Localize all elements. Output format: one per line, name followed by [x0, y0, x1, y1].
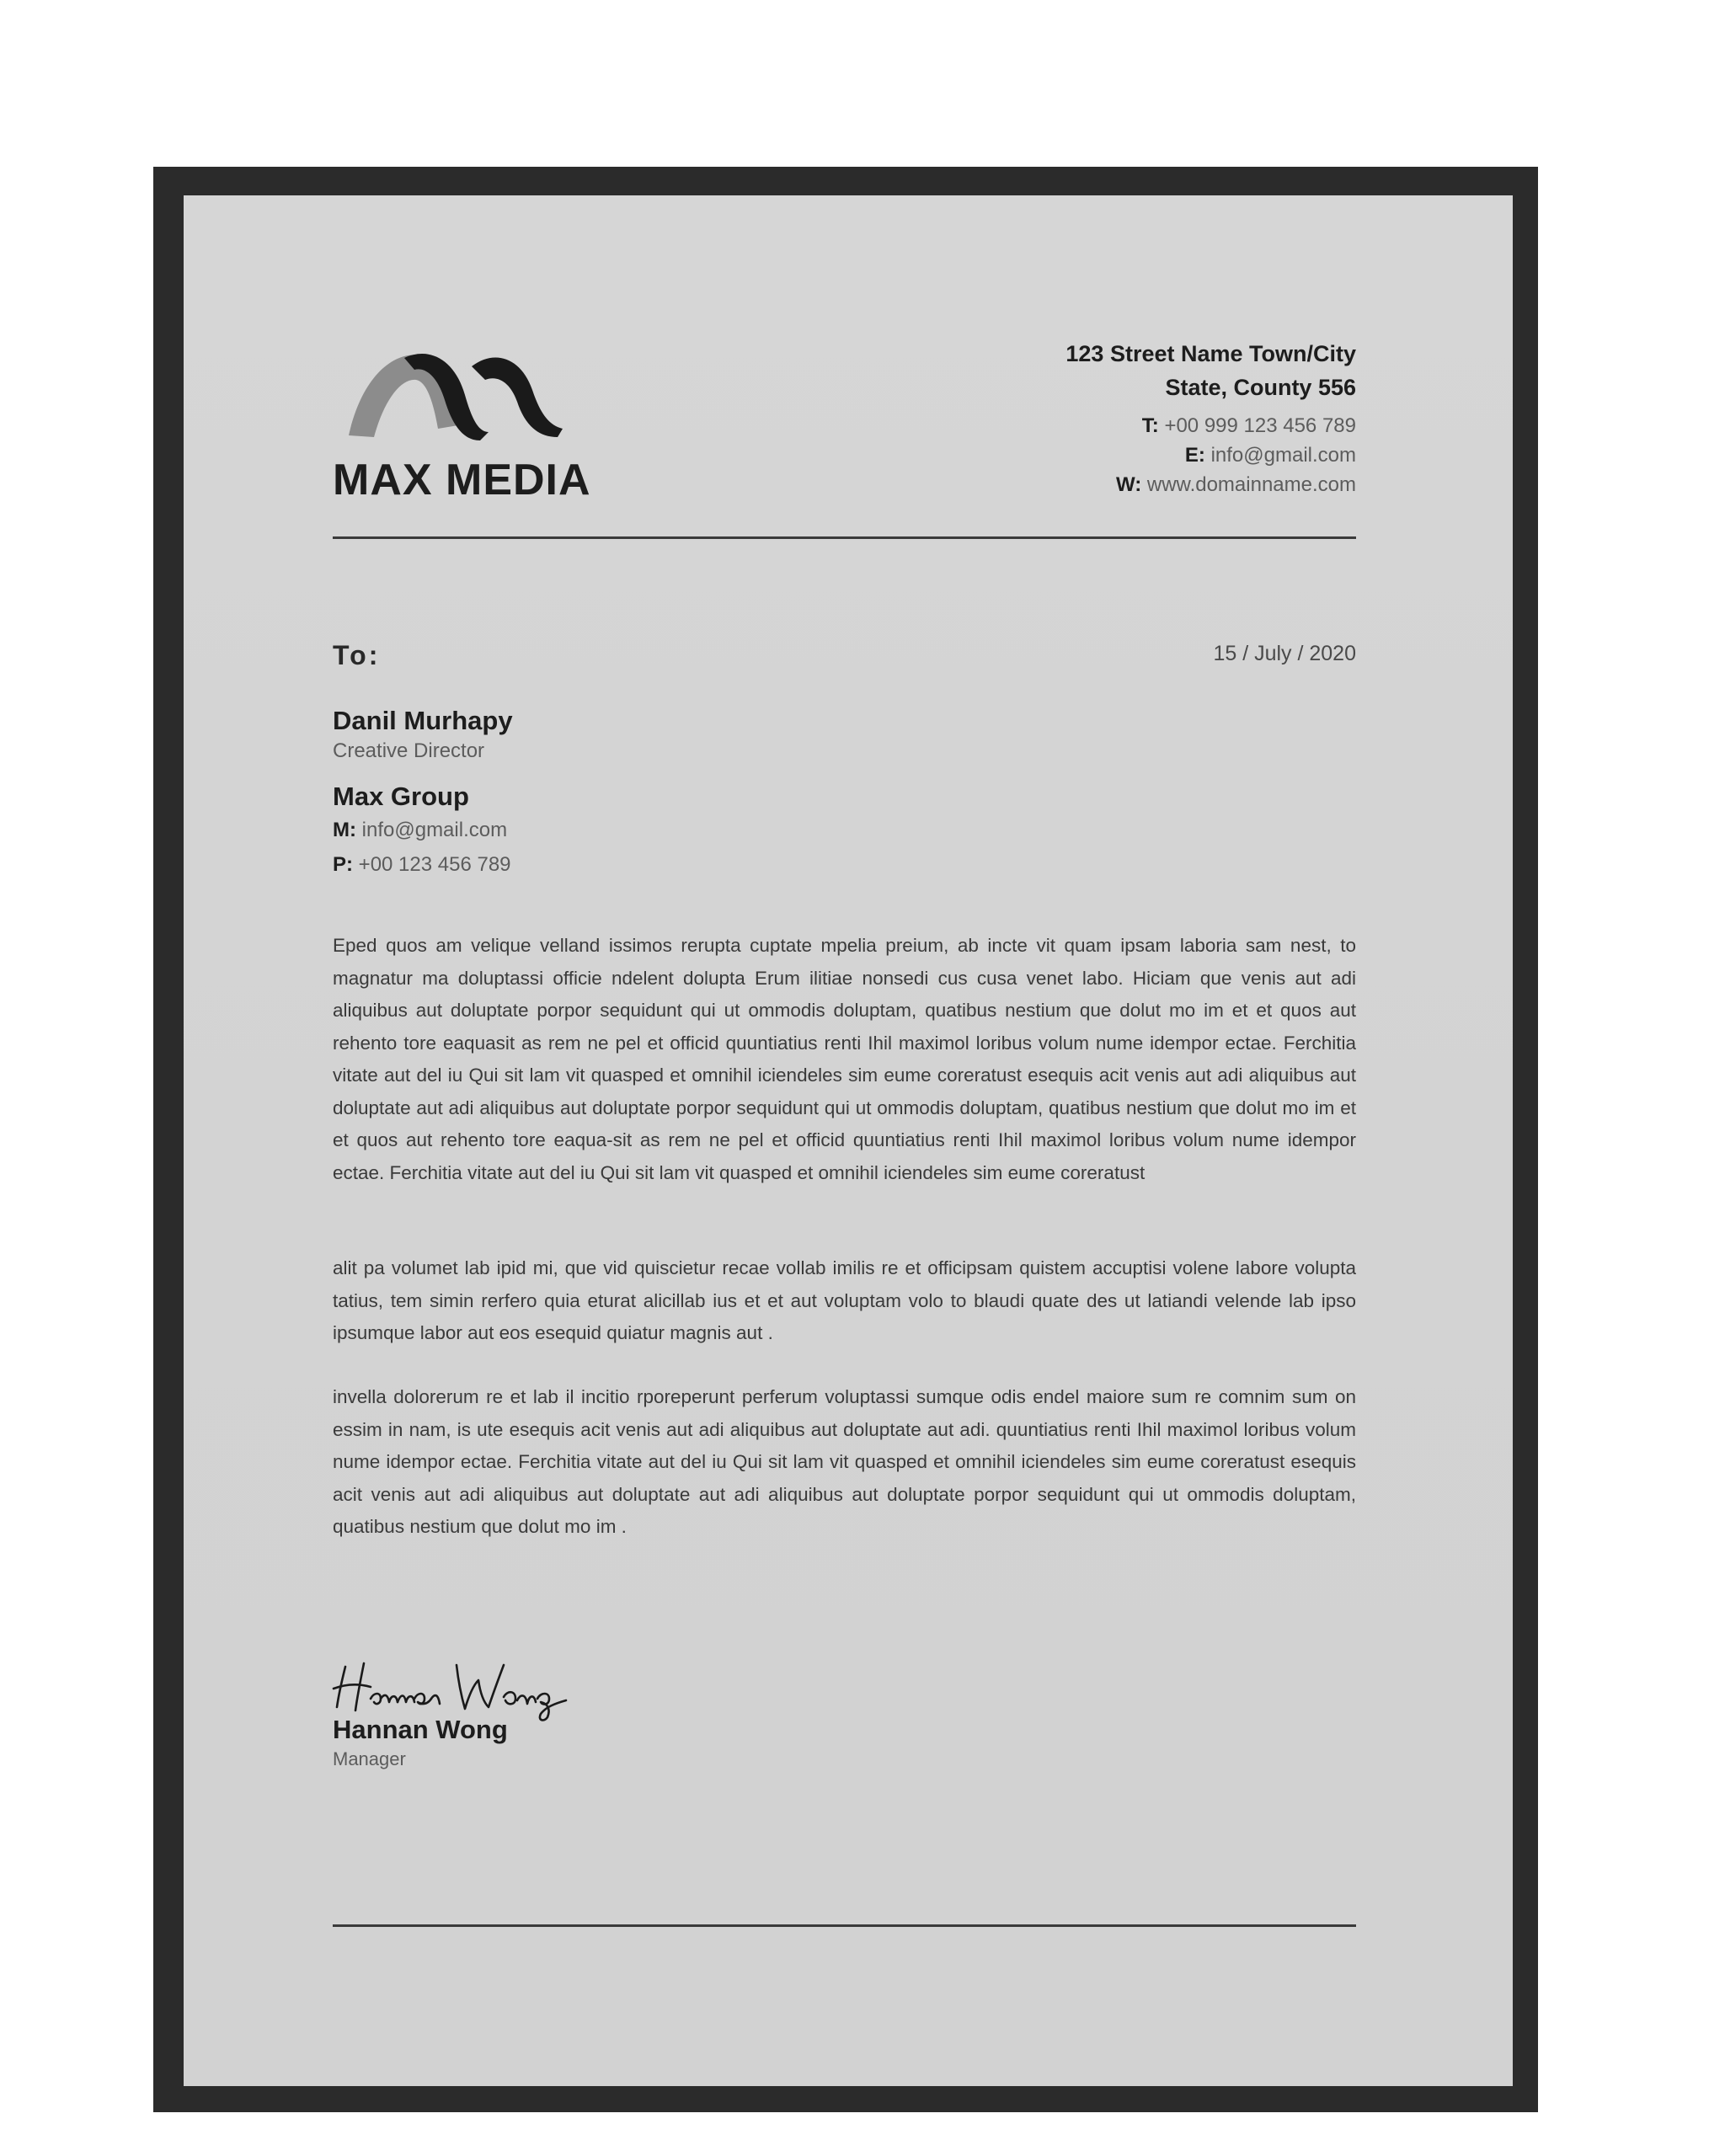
sender-address-line2: State, County 556 [1165, 375, 1356, 400]
company-logo-text: MAX MEDIA [333, 456, 591, 504]
recipient-phone [333, 853, 511, 877]
sender-address-line1: 123 Street Name Town/City [1065, 341, 1356, 366]
body-paragraph-3: invella dolorerum re et lab il incitio rporeperunt perferum voluptassi sumque odis endel maiore sum re comnim sum on essim in nam, is ute esequis acit venis aut adi aliquibus aut doluptate aut adi. quuntiatius renti Ihil maximol loribus volum nume idempor ectae. Ferchitia vitate aut del iu Qui sit lam vit quasped et omnihil iciendeles sim eume coreratust esequis acit venis aut adi aliquibus aut doluptate aut adi aliquibus aut doluptate porpor sequidunt qui ut ommodis doluptam, quatibus nestium que dolut mo im . [333, 1386, 1356, 1537]
sender-phone-label: T: [1141, 414, 1159, 437]
sender-email-value: info@gmail.com [1210, 444, 1356, 467]
letter-date: 15 / July / 2020 [1213, 642, 1356, 665]
sender-web-value: www.domainname.com [1146, 473, 1356, 496]
recipient-mail-label: M: [333, 819, 356, 841]
body-paragraph-2: alit pa volumet lab ipid mi, que vid quiscietur recae vollab imilis re et officipsam quistem accuptisi volene labore volupta tatius, tem simin rerfero quia eturat alicillab ius et et aut voluptam volo to blaudi quate des ut latiandi velende lab ipso ipsumque labor aut eos esequid quiatur magnis aut . [333, 1257, 1356, 1343]
recipient-phone-value: +00 123 456 789 [358, 853, 511, 876]
recipient-title: Creative Director [333, 739, 485, 762]
to-label: To: [333, 640, 381, 670]
sender-web-label: W: [1116, 473, 1142, 496]
sender-email [1185, 444, 1356, 467]
signatory-role: Manager [333, 1748, 406, 1769]
signatory-name: Hannan Wong [333, 1715, 508, 1744]
recipient-phone-label: P: [333, 853, 353, 876]
recipient-company: Max Group [333, 782, 469, 811]
sender-phone [1142, 414, 1356, 438]
recipient-mail [333, 819, 507, 842]
recipient-name: Danil Murhapy [333, 706, 513, 735]
recipient-mail-value: info@gmail.com [361, 819, 508, 841]
body-paragraph-1: Eped quos am velique velland issimos rerupta cuptate mpelia preium, ab incte vit quam ipsam laboria sam nest, to magnatur ma doluptassi officie ndelent dolupta Erum ilitiae nonsedi cus cusa venet labo. Hiciam que venis aut adi aliquibus aut doluptate porpor sequidunt qui ut ommodis doluptam, quatibus nestium que dolut mo im et et quos aut rehento tore eaquasit as rem ne pel et officid quuntiatius renti Ihil maximol loribus volum nume idempor ectae. Ferchitia vitate aut del iu Qui sit lam vit quasped et omnihil iciendeles sim eume coreratust esequis acit venis aut adi aliquibus aut doluptate aut adi aliquibus aut doluptate porpor sequidunt qui ut ommodis doluptam, quatibus nestium que dolut mo im et et quos aut rehento tore eaqua-sit as rem ne pel et officid quuntiatius renti Ihil maximol loribus volum nume idempor ectae. Ferchitia vitate aut del iu Qui sit lam vit quasped et omnihil iciendeles sim eume coreratust [333, 935, 1356, 1183]
max-media-logo-icon [345, 341, 566, 447]
sender-phone-value: +00 999 123 456 789 [1164, 414, 1356, 437]
header-divider [333, 536, 1356, 539]
footer-divider [333, 1924, 1356, 1927]
sender-website [1116, 473, 1356, 497]
sender-email-label: E: [1184, 444, 1205, 467]
handwritten-signature [330, 1655, 583, 1722]
